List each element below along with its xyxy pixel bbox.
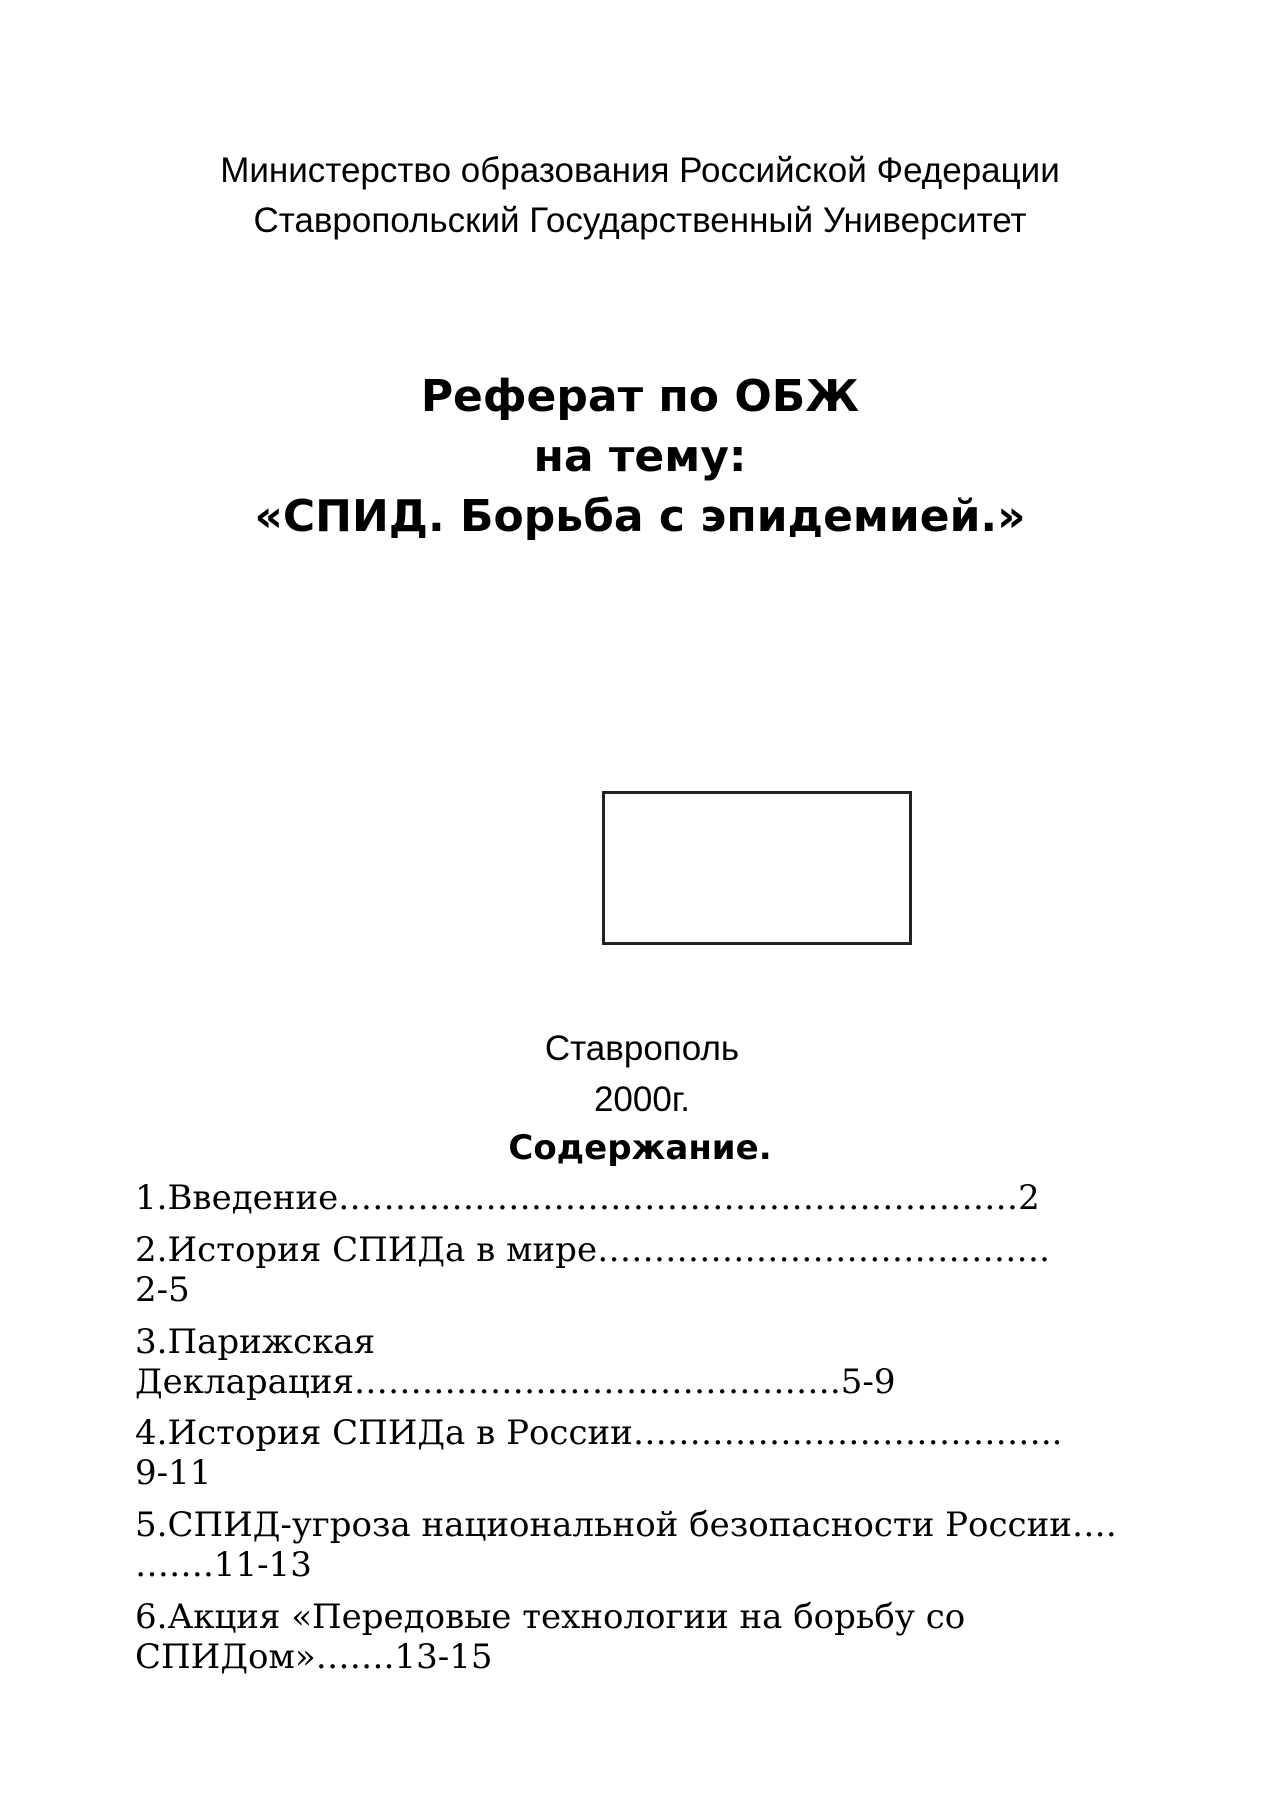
toc-item-4: 4.История СПИДа в России……………………………….. <box>135 1413 1063 1453</box>
toc-item-1: 1.Введение……………………………………………………2 <box>135 1178 1040 1218</box>
toc-heading: Содержание. <box>508 1128 772 1168</box>
year: 2000г. <box>593 1080 691 1119</box>
toc-item-2: 2.История СПИДа в мире…………………………………. <box>135 1230 1050 1270</box>
toc-item-5: 5.СПИД-угроза национальной безопасности России…. <box>135 1505 1117 1545</box>
toc-item-4-pages: 9-11 <box>135 1453 212 1493</box>
toc-item-3-cont: Декларация…………………………………….5-9 <box>135 1362 896 1402</box>
title-line-3: «СПИД. Борьба с эпидемией.» <box>254 491 1026 542</box>
toc-item-6-cont: СПИДом»…….13-15 <box>135 1637 493 1677</box>
toc-item-5-pages: …….11-13 <box>135 1545 312 1585</box>
title-line-2: на тему: <box>533 431 747 482</box>
city-name: Ставрополь <box>544 1029 740 1068</box>
title-line-1: Реферат по ОБЖ <box>420 371 860 422</box>
toc-item-3: 3.Парижская <box>135 1322 376 1362</box>
empty-frame-box <box>602 791 912 945</box>
toc-item-2-pages: 2-5 <box>135 1270 190 1310</box>
ministry-name: Министерство образования Российской Федерации <box>220 151 1060 190</box>
toc-item-6: 6.Акция «Передовые технологии на борьбу со <box>135 1597 966 1637</box>
university-name: Ставропольский Государственный Университет <box>253 201 1027 240</box>
